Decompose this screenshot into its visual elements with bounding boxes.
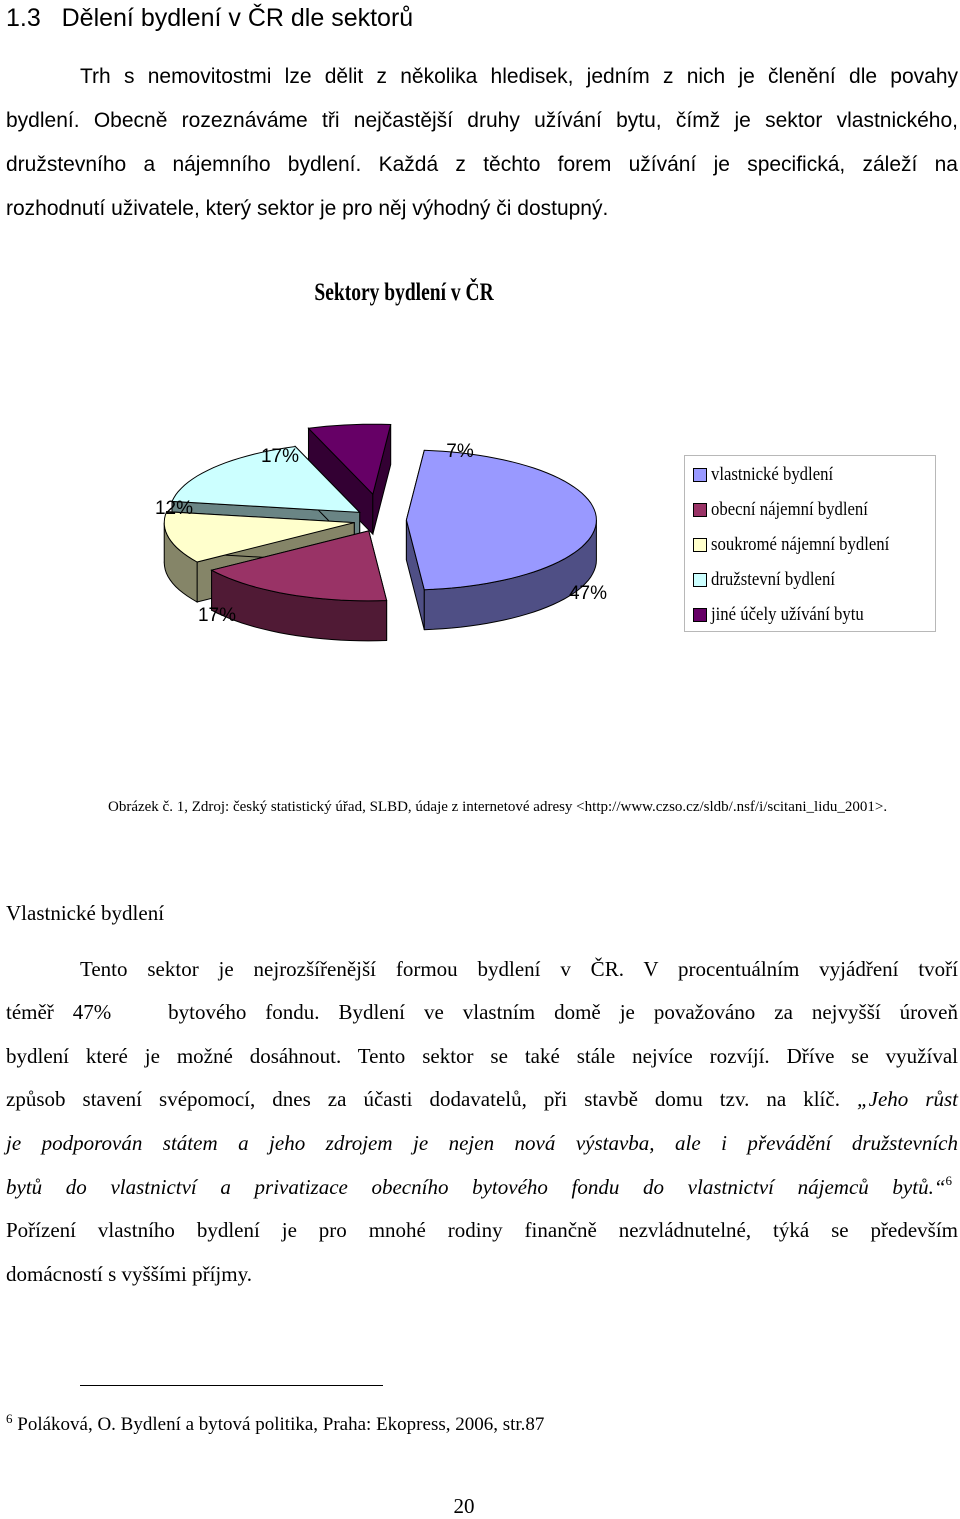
figure-caption: Obrázek č. 1, Zdroj: český statistický úřad, SLBD, údaje z internetové adresy <http://www.czso.cz/sldb/.nsf/i/scitani_lidu_2001>. — [108, 799, 888, 815]
slice-label-soukrome: 12% — [154, 498, 194, 519]
quote-end: bytů do vlastnictví a privatizace obecního bytového fondu do vlastnictví nájemců bytů.“ — [6, 1175, 946, 1199]
section-line-4 — [6, 1087, 958, 1111]
footnote-marker: 6 — [6, 1411, 13, 1426]
pie-slice-vlastnicke — [406, 450, 596, 629]
slice-label-jine: 7% — [446, 441, 474, 462]
section-line-4-text: způsob stavení svépomocí, dnes za účasti dodavatelů, při stavbě domu tzv. na klíč. — [6, 1087, 840, 1111]
legend-swatch — [693, 468, 707, 482]
section-line-2: téměř 47% bytového fondu. Bydlení ve vlastním domě je považováno za nejvyšší úroveň — [6, 1000, 958, 1024]
section-line-5-quote: je podporován státem a jeho zdrojem je nejen nová výstavba, ale i převádění družstevních — [6, 1131, 958, 1155]
legend-label: soukromé nájemní bydlení — [711, 534, 890, 555]
slice-label-druzstevni: 17% — [260, 446, 300, 467]
intro-line-3: družstevního a nájemního bydlení. Každá z těchto forem užívání je specifická, záleží na — [6, 153, 958, 176]
section-line-6 — [6, 1175, 952, 1199]
legend-label: družstevní bydlení — [711, 569, 835, 590]
section-line-3: bydlení které je možné dosáhnout. Tento sektor se také stále nejvíce rozvíjí. Dříve se využíval — [6, 1044, 958, 1068]
section-line-7: Pořízení vlastního bydlení je pro mnohé rodiny finančně nezvládnutelné, týká se především — [6, 1218, 958, 1242]
footnote-ref: 6 — [945, 1173, 952, 1188]
legend-label: vlastnické bydlení — [711, 464, 834, 485]
section-line-8: domácností s vyššími příjmy. — [6, 1262, 252, 1286]
legend-label: jiné účely užívání bytu — [711, 604, 864, 625]
slice-label-obecni: 17% — [197, 605, 237, 626]
intro-line-2: bydlení. Obecně rozeznáváme tři nejčastější druhy užívání bytu, čímž je sektor vlastnického, — [6, 109, 958, 132]
subsection-heading: Vlastnické bydlení — [6, 901, 165, 925]
intro-line-1: Trh s nemovitostmi lze dělit z několika hledisek, jedním z nich je členění dle povahy — [80, 65, 958, 88]
legend-swatch — [693, 538, 707, 552]
chart-legend — [684, 455, 936, 632]
legend-label: obecní nájemní bydlení — [711, 499, 868, 520]
section-heading-1-3 — [6, 0, 413, 36]
heading-number: 1.3 — [6, 4, 41, 32]
section-line-1: Tento sektor je nejrozšířenější formou bydlení v ČR. V procentuálním vyjádření tvoří — [80, 957, 958, 981]
page-number: 20 — [453, 1494, 475, 1518]
legend-swatch — [693, 608, 707, 622]
quote-start: „Jeho růst — [856, 1087, 959, 1111]
slice-label-vlastnicke: 47% — [568, 583, 608, 604]
chart-title: Sektory bydlení v ČR — [314, 279, 494, 306]
footnote-separator — [80, 1385, 383, 1386]
legend-swatch — [693, 503, 707, 517]
footnote-text: Poláková, O. Bydlení a bytová politika, Praha: Ekopress, 2006, str.87 — [17, 1414, 545, 1435]
intro-line-4: rozhodnutí uživatele, který sektor je pro něj výhodný či dostupný. — [6, 197, 609, 220]
heading-text: Dělení bydlení v ČR dle sektorů — [61, 4, 414, 32]
legend-swatch — [693, 573, 707, 587]
footnote — [6, 1412, 544, 1438]
